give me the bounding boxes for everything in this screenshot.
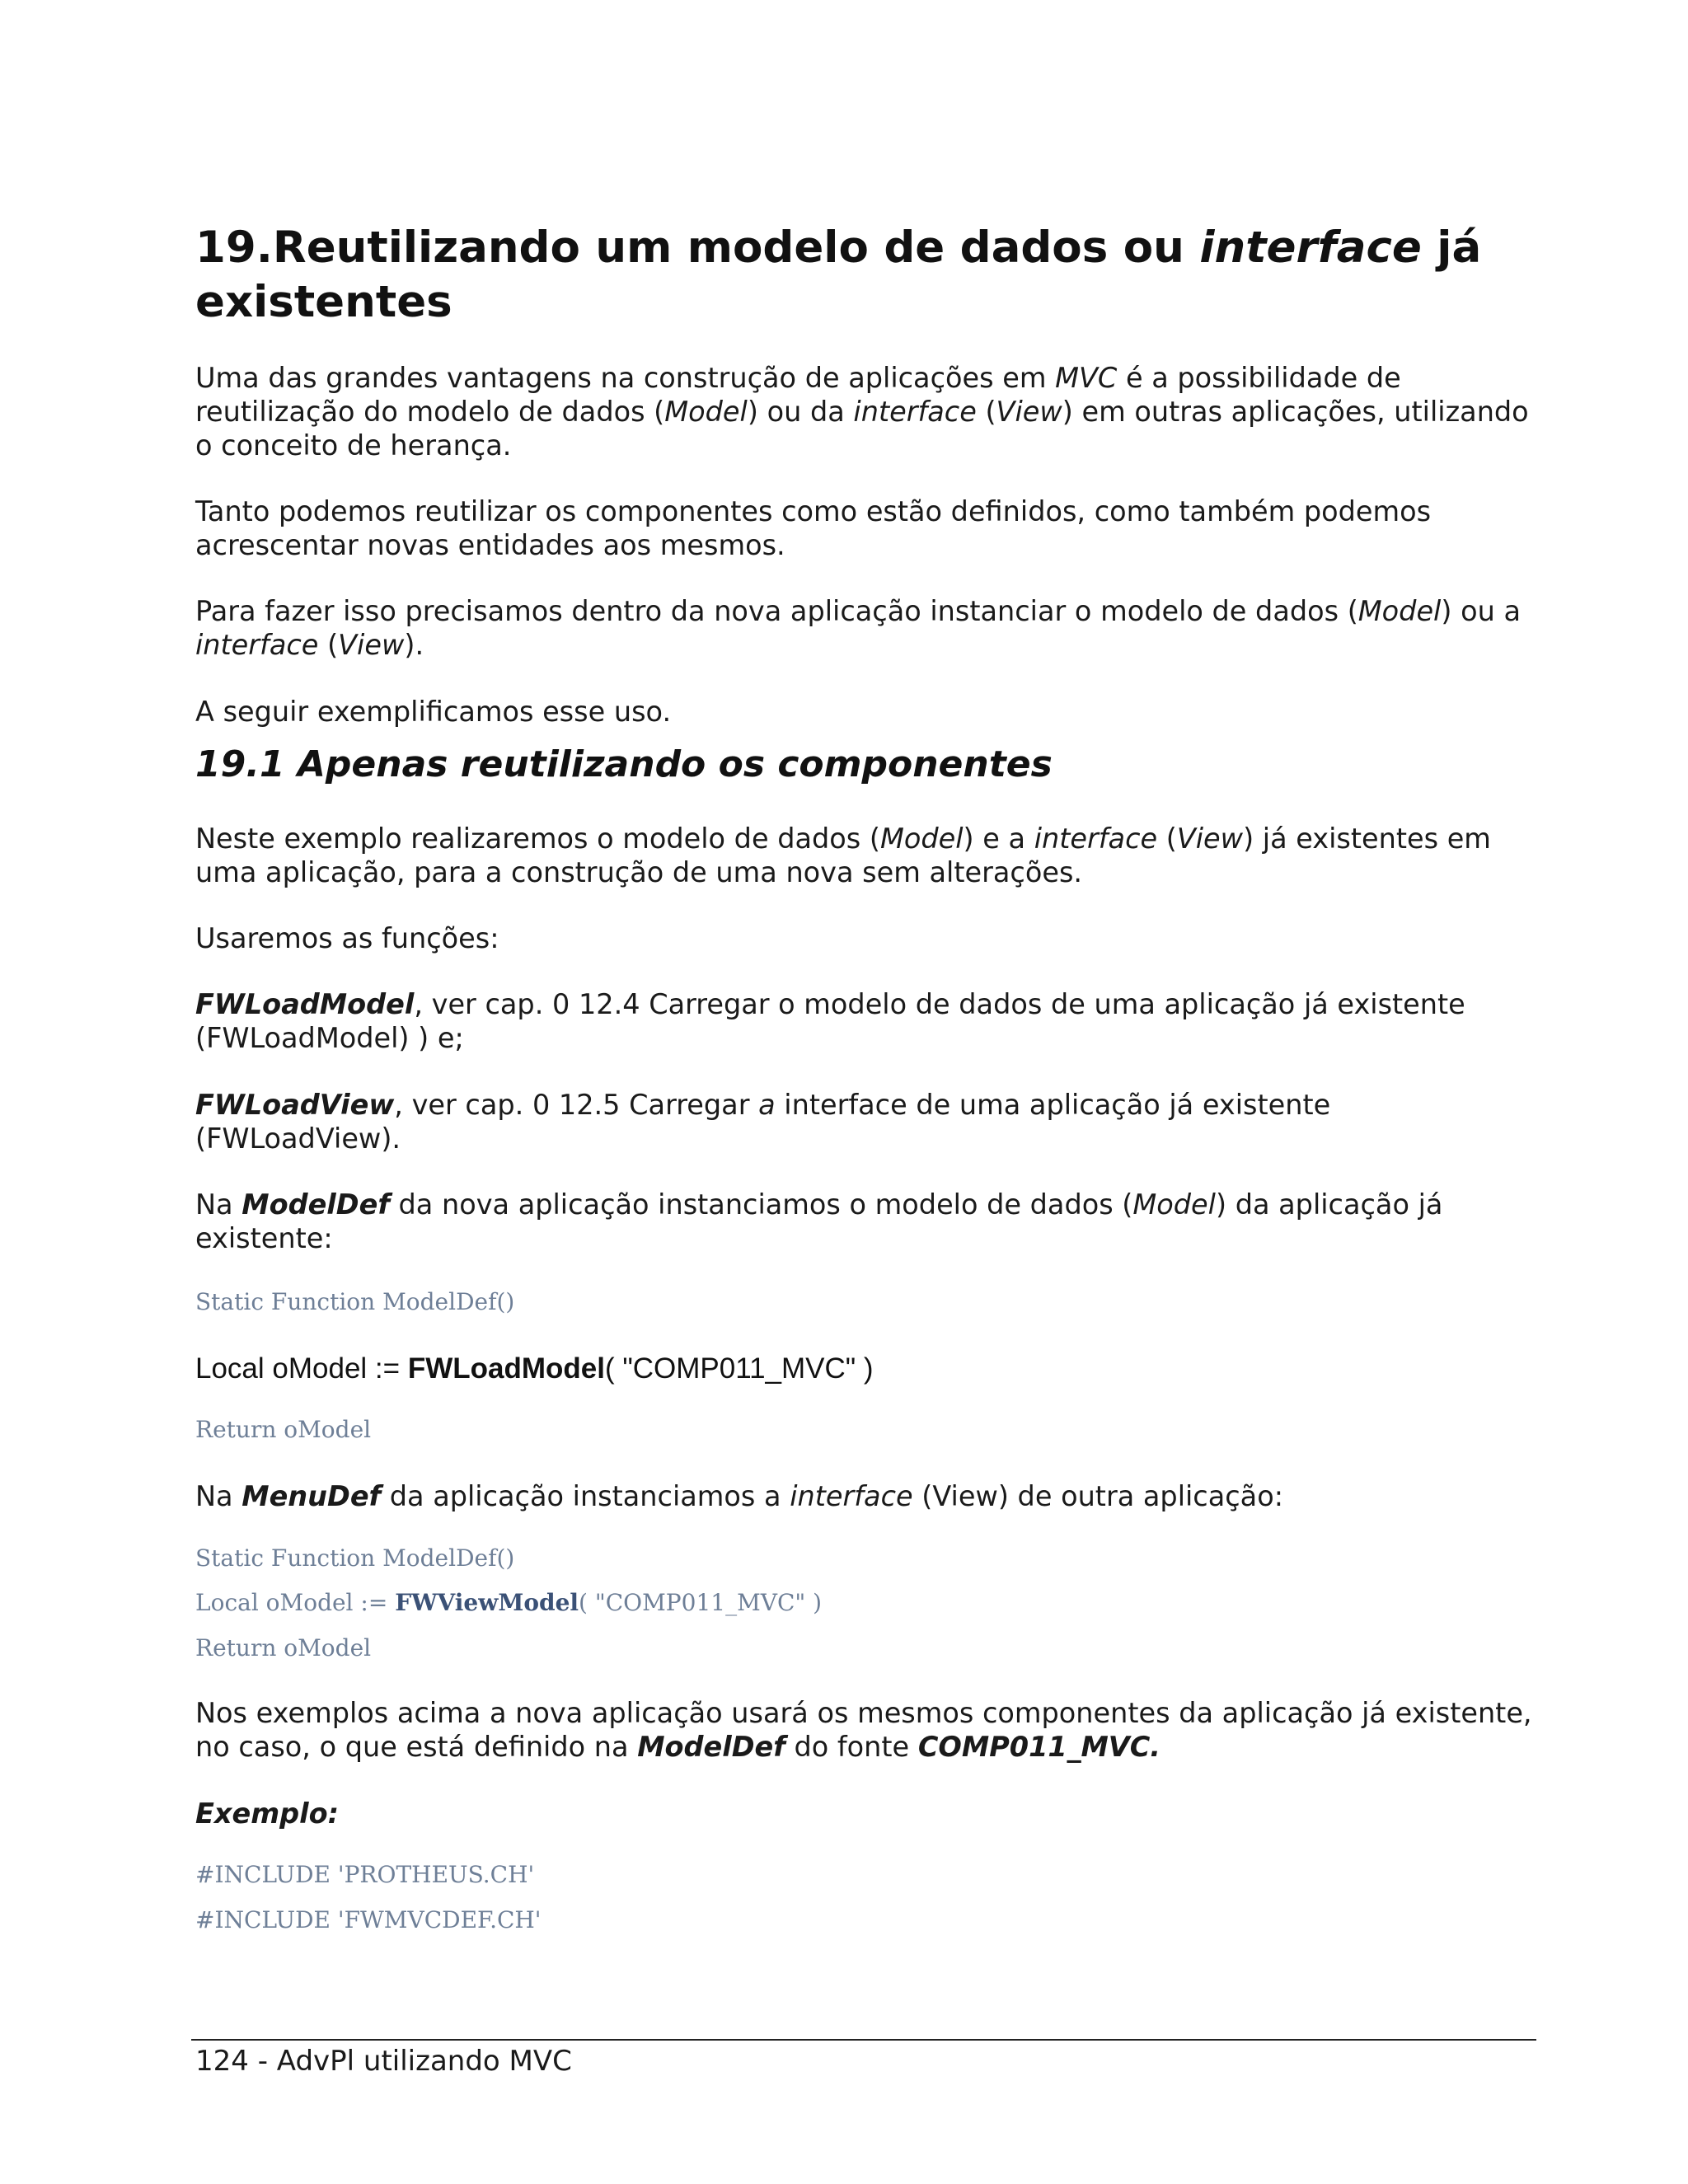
text-run: da nova aplicação instanciamos o modelo de dados ( — [389, 1188, 1133, 1221]
text-run: Uma das grandes vantagens na construção de aplicações em — [195, 362, 1056, 394]
italic-run: Model — [1357, 595, 1442, 627]
text-run: Local oModel := — [195, 1589, 396, 1616]
text-run: Neste exemplo realizaremos o modelo de dados ( — [195, 823, 880, 855]
text-run: ) já existentes em uma aplicação, para a construção de uma nova sem alterações. — [195, 823, 1491, 888]
code-local-line — [195, 1352, 874, 1386]
code-line — [195, 1588, 822, 1618]
chapter-title-part1: Reutilizando um modelo de dados ou — [272, 223, 1200, 273]
italic-run: View — [996, 396, 1062, 428]
text-run: ( — [318, 629, 339, 661]
italic-run: Model — [1132, 1188, 1216, 1221]
document-page — [195, 0, 1537, 2184]
bold-italic-run: COMP011_MVC. — [917, 1731, 1161, 1763]
code-line: Return oModel — [195, 1416, 372, 1443]
text-run: Nos exemplos acima a nova aplicação usará os mesmos componentes da aplicação já existente, no caso, o que está definido na — [195, 1697, 1532, 1763]
bold-italic-run: MenuDef — [241, 1480, 382, 1512]
text-run: ) ou da — [747, 396, 854, 428]
text-run: , ver cap. 0 12.4 Carregar o modelo de dados de uma aplicação já existente (FWLoadModel) ) e; — [195, 988, 1465, 1054]
example-label — [195, 1797, 1537, 1830]
text-run: Local oModel := — [195, 1352, 408, 1385]
italic-run: a — [758, 1089, 776, 1121]
intro-paragraph-4: A seguir exemplificamos esse uso. — [195, 696, 672, 728]
italic-run: MVC — [1055, 362, 1118, 394]
text-run: Na — [195, 1188, 242, 1221]
function-name: FWViewModel — [395, 1589, 579, 1616]
italic-run: Model — [664, 396, 748, 428]
text-run: do fonte — [785, 1731, 918, 1763]
text-run: ( "COMP011_MVC" ) — [604, 1352, 874, 1385]
section-paragraph-2: Usaremos as funções: — [195, 922, 499, 954]
page-footer: 124 - AdvPl utilizando MVC — [195, 2045, 572, 2078]
italic-run: interface — [790, 1480, 913, 1512]
italic-run: Model — [879, 823, 964, 855]
text-run: Para fazer isso precisamos dentro da nova aplicação instanciar o modelo de dados ( — [195, 595, 1358, 627]
italic-run: interface — [195, 629, 319, 661]
function-item-fwloadmodel — [195, 987, 1537, 1055]
function-name: FWLoadModel — [195, 988, 415, 1020]
code-line: Static Function ModelDef() — [195, 1288, 515, 1315]
text-run: (View) de outra aplicação: — [912, 1480, 1283, 1512]
text-run: interface de uma aplicação já existente (FWLoadView). — [195, 1089, 1331, 1155]
function-item-fwloadview — [195, 1088, 1537, 1155]
italic-run: interface — [1034, 823, 1158, 855]
section-paragraph-5 — [195, 1696, 1537, 1764]
function-name: FWLoadView — [195, 1089, 395, 1121]
text-run: ( — [976, 396, 996, 428]
chapter-title — [195, 221, 1537, 330]
text-run: ) em outras aplicações, utilizando o conceito de herança. — [195, 396, 1529, 462]
italic-run: View — [1176, 823, 1244, 855]
bold-italic-run: ModelDef — [241, 1188, 390, 1221]
footer-divider — [191, 2039, 1536, 2041]
bold-italic-run: ModelDef — [637, 1731, 785, 1763]
function-name: FWLoadModel — [407, 1352, 605, 1385]
section-paragraph-4 — [195, 1479, 1537, 1513]
intro-paragraph-2: Tanto podemos reutilizar os componentes como estão definidos, como também podemos acrescentar novas entidades aos mesmos. — [195, 495, 1432, 561]
text-run: , ver cap. 0 12.5 Carregar — [394, 1089, 759, 1121]
intro-paragraph-3 — [195, 594, 1537, 662]
text-run: ) ou a — [1441, 595, 1521, 627]
text-run: ( "COMP011_MVC" ) — [579, 1589, 823, 1616]
section-paragraph-1 — [195, 822, 1537, 889]
section-heading: 19.1 Apenas reutilizando os componentes — [195, 743, 1053, 785]
text-run: ( — [1157, 823, 1177, 855]
section-paragraph-3 — [195, 1188, 1537, 1255]
text-run: Na — [195, 1480, 242, 1512]
chapter-number: 19. — [195, 223, 273, 273]
text-run: ). — [404, 629, 424, 661]
text-run: ) da aplicação já existente: — [195, 1188, 1443, 1254]
code-line: #INCLUDE 'FWMVCDEF.CH' — [195, 1906, 542, 1933]
code-line: Return oModel — [195, 1634, 372, 1661]
code-line: Static Function ModelDef() — [195, 1544, 515, 1572]
intro-paragraph-1 — [195, 361, 1537, 462]
code-line: #INCLUDE 'PROTHEUS.CH' — [195, 1861, 535, 1888]
bold-italic-run: Exemplo: — [195, 1797, 339, 1830]
chapter-title-italic: interface — [1199, 223, 1422, 273]
text-run: da aplicação instanciamos a — [381, 1480, 790, 1512]
italic-run: interface — [853, 396, 977, 428]
text-run: é a possibilidade de reutilização do modelo de dados ( — [195, 362, 1401, 428]
chapter-title-part2: já existentes — [195, 223, 1482, 327]
italic-run: View — [338, 629, 405, 661]
text-run: ) e a — [963, 823, 1034, 855]
